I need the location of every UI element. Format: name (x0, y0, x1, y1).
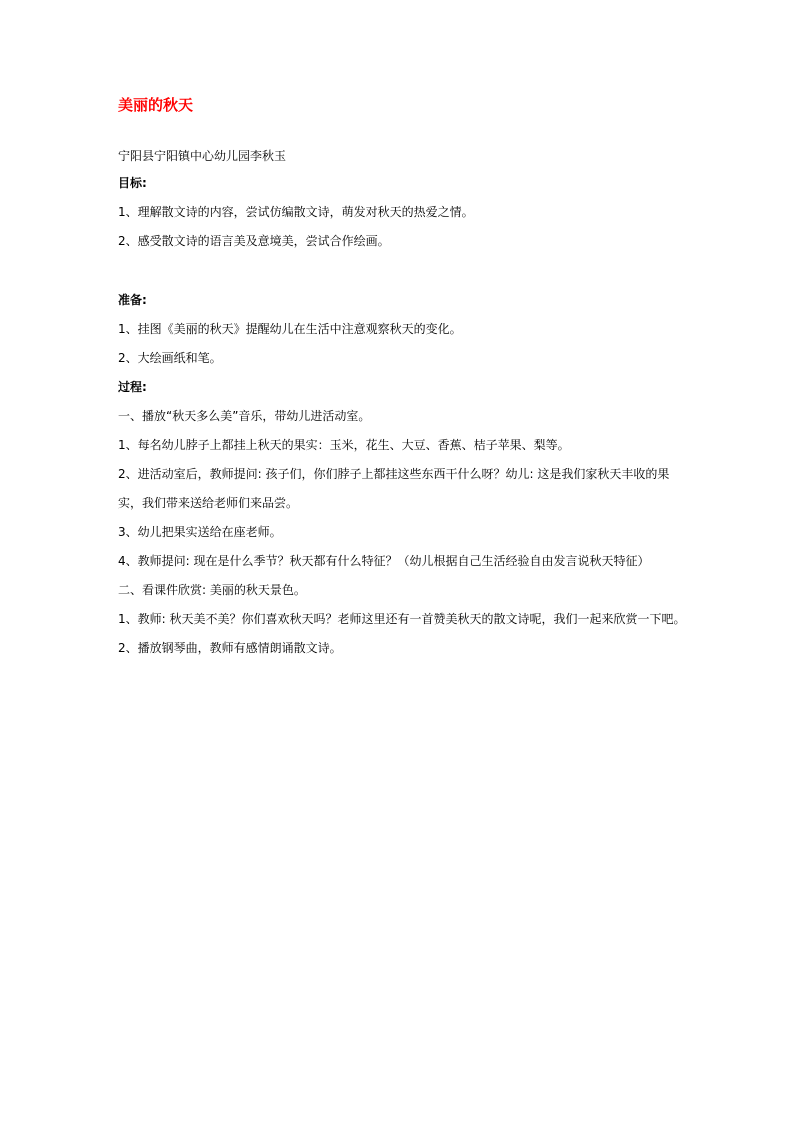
process-item-7: 1、教师: 秋天美不美？你们喜欢秋天吗？老师这里还有一首赞美秋天的散文诗呢，我们一起来欣赏一下吧。 (118, 612, 686, 626)
process-item-5: 4、教师提问: 现在是什么季节？秋天都有什么特征？（幼儿根据自己生活经验自由发言说秋天特征） (118, 554, 650, 568)
author-line: 宁阳县宁阳镇中心幼儿园李秋玉 (118, 149, 287, 163)
goal-item-2: 2、感受散文诗的语言美及意境美，尝试合作绘画。 (118, 234, 390, 248)
document-title: 美丽的秋天 (118, 96, 194, 114)
process-item-1: 一、播放“秋天多么美”音乐，带幼儿进活动室。 (118, 409, 371, 423)
process-item-3: 2、进活动室后，教师提问: 孩子们，你们脖子上都挂这些东西干什么呀？幼儿: 这是我们家秋天丰收的果 (118, 467, 670, 481)
process-item-6: 二、看课件欣赏: 美丽的秋天景色。 (118, 583, 306, 597)
process-item-8: 2、播放钢琴曲，教师有感情朗诵散文诗。 (118, 641, 342, 655)
prep-item-1: 1、挂图《美丽的秋天》提醒幼儿在生活中注意观察秋天的变化。 (118, 322, 462, 336)
process-item-3-cont: 实，我们带来送给老师们来品尝。 (118, 496, 299, 510)
prep-heading: 准备: (118, 293, 147, 307)
goal-item-1: 1、理解散文诗的内容，尝试仿编散文诗，萌发对秋天的热爱之情。 (118, 205, 474, 219)
process-item-4: 3、幼儿把果实送给在座老师。 (118, 525, 282, 539)
document-content (118, 94, 688, 657)
prep-item-2: 2、大绘画纸和笔。 (118, 351, 222, 365)
process-heading: 过程: (118, 380, 147, 394)
process-item-2: 1、每名幼儿脖子上都挂上秋天的果实：玉米，花生、大豆、香蕉、桔子苹果、梨等。 (118, 438, 570, 452)
goals-heading: 目标: (118, 176, 147, 190)
